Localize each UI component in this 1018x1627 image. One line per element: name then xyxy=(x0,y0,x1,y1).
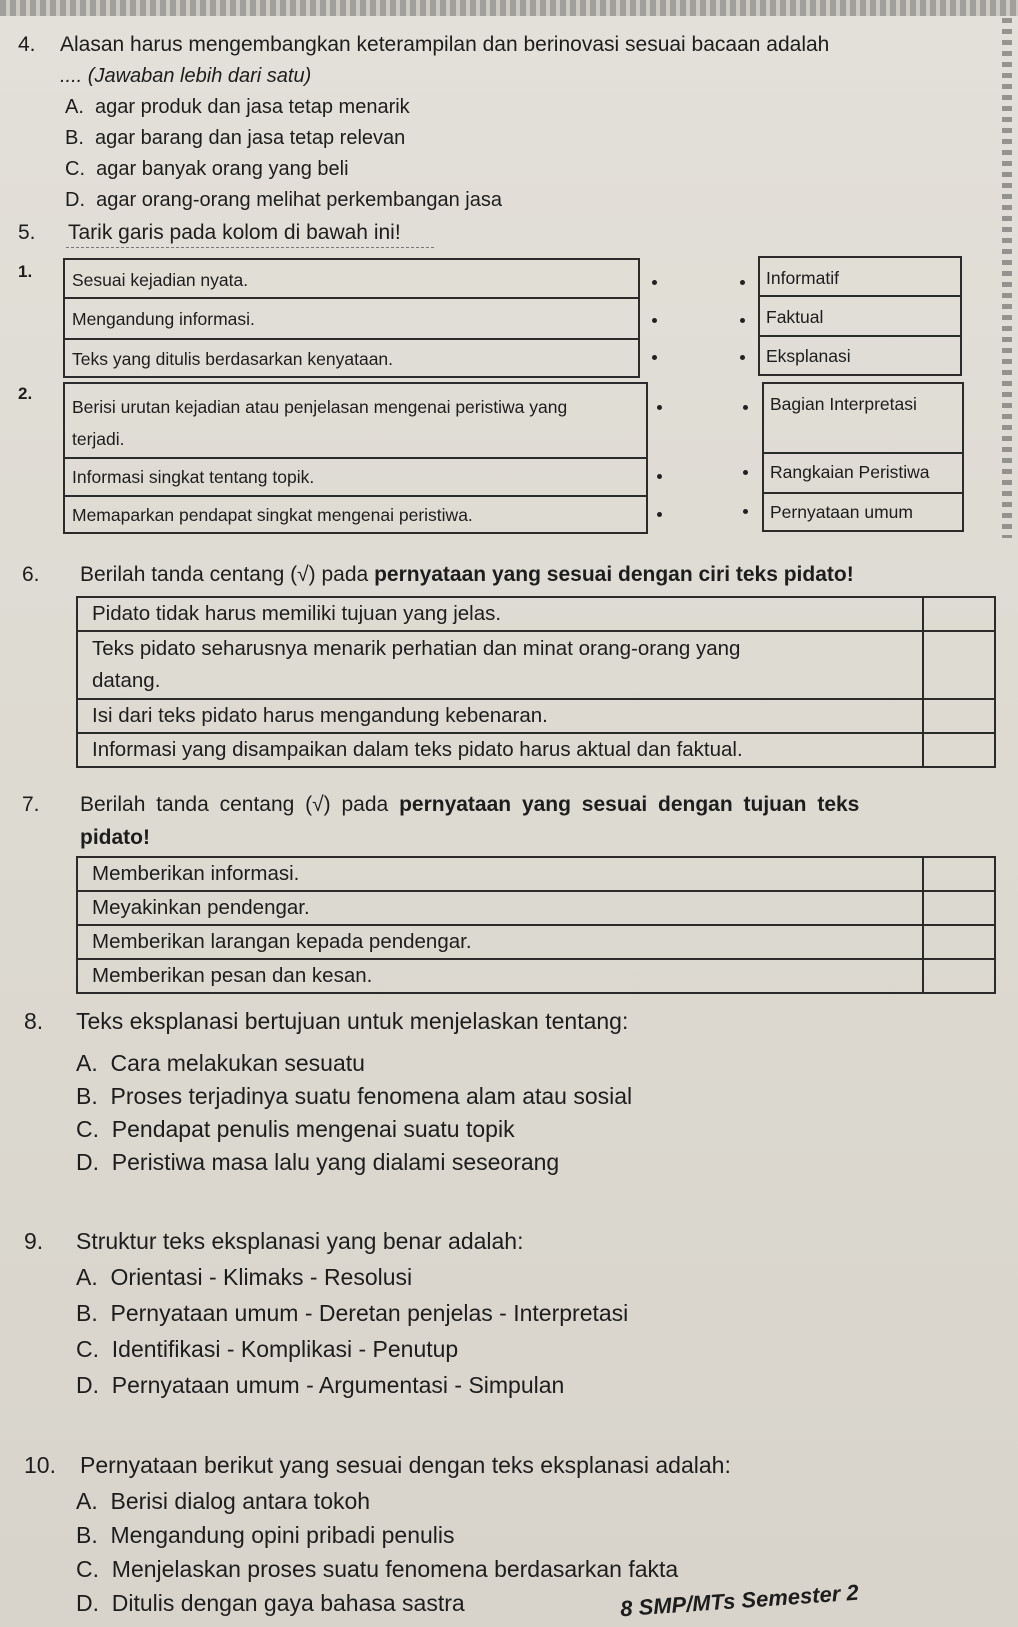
q7-checkbox-cell[interactable] xyxy=(923,891,995,925)
q7-row-text: Memberikan pesan dan kesan. xyxy=(77,959,923,993)
q9-option-d[interactable]: D. Pernyataan umum - Argumentasi - Simpulan xyxy=(76,1372,565,1398)
q5-g1-left-item[interactable]: Sesuai kejadian nyata. xyxy=(72,269,249,290)
q7-text: Berilah tanda centang (√) pada pernyataan yang sesuai dengan tujuan teks xyxy=(80,793,860,816)
q7-table xyxy=(76,856,996,994)
q6-number: 6. xyxy=(22,563,40,586)
q9-option-a[interactable]: A. Orientasi - Klimaks - Resolusi xyxy=(76,1264,413,1290)
connector-dot[interactable] xyxy=(657,512,662,517)
q7-row-text: Memberikan larangan kepada pendengar. xyxy=(77,925,923,959)
q5-number: 5. xyxy=(18,221,36,244)
q5-g1-right-item[interactable]: Informatif xyxy=(766,267,839,288)
q10-option-b[interactable]: B. Mengandung opini pribadi penulis xyxy=(76,1522,455,1548)
q9-option-b[interactable]: B. Pernyataan umum - Deretan penjelas - Interpretasi xyxy=(76,1300,629,1326)
q4-text: Alasan harus mengembangkan keterampilan dan berinovasi sesuai bacaan adalah xyxy=(60,33,830,56)
q7-row-text: Memberikan informasi. xyxy=(77,857,923,891)
q9-number: 9. xyxy=(24,1228,44,1254)
q5-g2-left-item[interactable]: Berisi urutan kejadian atau penjelasan mengenai peristiwa yang xyxy=(72,396,568,417)
connector-dot[interactable] xyxy=(657,405,662,410)
q5-text: Tarik garis pada kolom di bawah ini! xyxy=(68,221,401,244)
q8-option-d[interactable]: D. Peristiwa masa lalu yang dialami seseorang xyxy=(76,1149,560,1175)
q4-option-c[interactable]: C. agar banyak orang yang beli xyxy=(65,158,349,180)
connector-dot[interactable] xyxy=(743,509,748,514)
q10-option-d[interactable]: D. Ditulis dengan gaya bahasa sastra xyxy=(76,1590,465,1616)
q5-g1-left-item[interactable]: Mengandung informasi. xyxy=(72,308,255,329)
connector-dot[interactable] xyxy=(652,355,657,360)
q10-text: Pernyataan berikut yang sesuai dengan teks eksplanasi adalah: xyxy=(80,1452,731,1478)
q8-option-c[interactable]: C. Pendapat penulis mengenai suatu topik xyxy=(76,1116,515,1142)
q4-option-d[interactable]: D. agar orang-orang melihat perkembangan jasa xyxy=(65,189,502,211)
q5-g1-left-item[interactable]: Teks yang ditulis berdasarkan kenyataan. xyxy=(72,348,394,369)
q6-row-text: Isi dari teks pidato harus mengandung kebenaran. xyxy=(77,699,923,733)
connector-dot[interactable] xyxy=(652,280,657,285)
q4-option-b[interactable]: B. agar barang dan jasa tetap relevan xyxy=(65,127,406,149)
connector-dot[interactable] xyxy=(743,405,748,410)
q4-number: 4. xyxy=(18,33,36,56)
connector-dot[interactable] xyxy=(657,474,662,479)
connector-dot[interactable] xyxy=(652,318,657,323)
q5-g1-right-item[interactable]: Eksplanasi xyxy=(766,345,851,366)
page-top-edge xyxy=(0,0,1018,16)
q6-table xyxy=(76,596,996,768)
q4-option-a[interactable]: A. agar produk dan jasa tetap menarik xyxy=(65,96,410,118)
connector-dot[interactable] xyxy=(740,280,745,285)
q9-option-c[interactable]: C. Identifikasi - Komplikasi - Penutup xyxy=(76,1336,459,1362)
connector-dot[interactable] xyxy=(740,355,745,360)
q10-number: 10. xyxy=(24,1452,56,1478)
q6-checkbox-cell[interactable] xyxy=(923,733,995,767)
q9-text: Struktur teks eksplanasi yang benar adalah: xyxy=(76,1228,524,1254)
q8-number: 8. xyxy=(24,1008,44,1034)
q7-text-cont: pidato! xyxy=(80,826,150,849)
q5-g2-left-item[interactable]: Informasi singkat tentang topik. xyxy=(72,466,315,487)
q5-g2-right-item[interactable]: Rangkaian Peristiwa xyxy=(770,461,930,482)
q5-underline xyxy=(66,247,434,249)
connector-dot[interactable] xyxy=(743,470,748,475)
spiral-binding xyxy=(1002,18,1012,538)
q8-text: Teks eksplanasi bertujuan untuk menjelaskan tentang: xyxy=(76,1008,629,1034)
q6-row-text: Teks pidato seharusnya menarik perhatian dan minat orang-orang yang datang. xyxy=(77,631,923,699)
q4-note: .... (Jawaban lebih dari satu) xyxy=(60,65,312,87)
q6-checkbox-cell[interactable] xyxy=(923,597,995,631)
q7-checkbox-cell[interactable] xyxy=(923,925,995,959)
q5-group1-number: 1. xyxy=(18,262,33,281)
q7-checkbox-cell[interactable] xyxy=(923,959,995,993)
q7-number: 7. xyxy=(22,793,40,816)
q6-row-text: Informasi yang disampaikan dalam teks pidato harus aktual dan faktual. xyxy=(77,733,923,767)
q5-g1-right-item[interactable]: Faktual xyxy=(766,306,824,327)
q10-option-c[interactable]: C. Menjelaskan proses suatu fenomena berdasarkan fakta xyxy=(76,1556,679,1582)
q7-checkbox-cell[interactable] xyxy=(923,857,995,891)
q5-group2-number: 2. xyxy=(18,384,33,403)
q5-g2-right-item[interactable]: Bagian Interpretasi xyxy=(770,393,917,414)
q6-checkbox-cell[interactable] xyxy=(923,631,995,699)
q8-option-b[interactable]: B. Proses terjadinya suatu fenomena alam atau sosial xyxy=(76,1083,633,1109)
q6-row-text: Pidato tidak harus memiliki tujuan yang jelas. xyxy=(77,597,923,631)
q10-option-a[interactable]: A. Berisi dialog antara tokoh xyxy=(76,1488,371,1514)
q6-text: Berilah tanda centang (√) pada pernyataan yang sesuai dengan ciri teks pidato! xyxy=(80,563,854,586)
q5-g2-left-item-cont: terjadi. xyxy=(72,428,125,449)
connector-dot[interactable] xyxy=(740,318,745,323)
q7-row-text: Meyakinkan pendengar. xyxy=(77,891,923,925)
q8-option-a[interactable]: A. Cara melakukan sesuatu xyxy=(76,1050,365,1076)
q5-g2-left-item[interactable]: Memaparkan pendapat singkat mengenai peristiwa. xyxy=(72,504,473,525)
q5-g2-right-item[interactable]: Pernyataan umum xyxy=(770,501,913,522)
q6-checkbox-cell[interactable] xyxy=(923,699,995,733)
page-footer: 8 SMP/MTs Semester 2 xyxy=(619,1579,860,1622)
